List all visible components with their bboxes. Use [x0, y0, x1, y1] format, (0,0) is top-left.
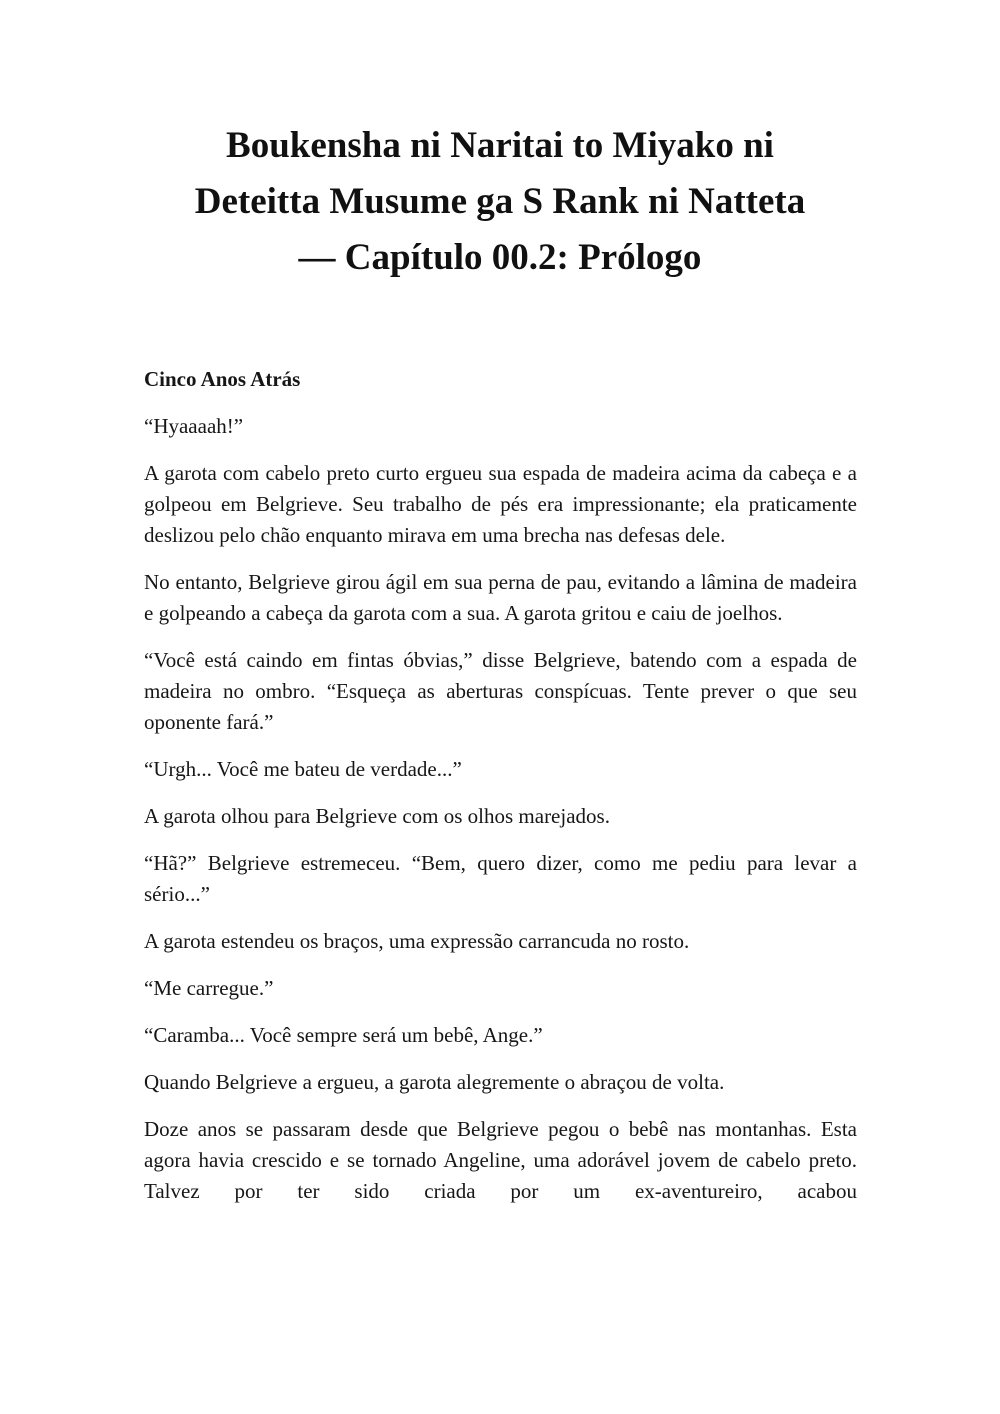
document-body — [144, 363, 857, 1207]
paragraph-4: “Você está caindo em fintas óbvias,” disse Belgrieve, batendo com a espada de madeira no ombro. “Esqueça as aberturas conspícuas. Tente prever o que seu oponente fará.” — [144, 648, 857, 734]
section-heading: Cinco Anos Atrás — [144, 367, 301, 391]
paragraph-8: A garota estendeu os braços, uma expressão carrancuda no rosto. — [144, 929, 690, 953]
paragraph-3: No entanto, Belgrieve girou ágil em sua perna de pau, evitando a lâmina de madeira e golpeando a cabeça da garota com a sua. A garota gritou e caiu de joelhos. — [144, 570, 857, 625]
paragraph-2: A garota com cabelo preto curto ergueu sua espada de madeira acima da cabeça e a golpeou em Belgrieve. Seu trabalho de pés era impressionante; ela praticamente deslizou pelo chão enquanto mirava em uma brecha nas defesas dele. — [144, 461, 857, 547]
paragraph-7: “Hã?” Belgrieve estremeceu. “Bem, quero dizer, como me pediu para levar a sério...” — [144, 851, 857, 906]
paragraph-12: Doze anos se passaram desde que Belgrieve pegou o bebê nas montanhas. Esta agora havia crescido e se tornado Angeline, uma adorável jovem de cabelo preto. Talvez por ter sido criada por um ex-aventureiro, acabou — [144, 1117, 857, 1203]
document-title — [130, 118, 870, 286]
title-line-3: — Capítulo 00.2: Prólogo — [298, 237, 702, 278]
paragraph-6: A garota olhou para Belgrieve com os olhos marejados. — [144, 804, 610, 828]
paragraph-1: “Hyaaaah!” — [144, 414, 244, 438]
paragraph-11: Quando Belgrieve a ergueu, a garota alegremente o abraçou de volta. — [144, 1070, 725, 1094]
title-line-2: Deteitta Musume ga S Rank ni Natteta — [194, 181, 806, 222]
title-line-1: Boukensha ni Naritai to Miyako ni — [226, 125, 774, 166]
paragraph-9: “Me carregue.” — [144, 976, 274, 1000]
paragraph-10: “Caramba... Você sempre será um bebê, Ange.” — [144, 1023, 543, 1047]
paragraph-5: “Urgh... Você me bateu de verdade...” — [144, 757, 462, 781]
